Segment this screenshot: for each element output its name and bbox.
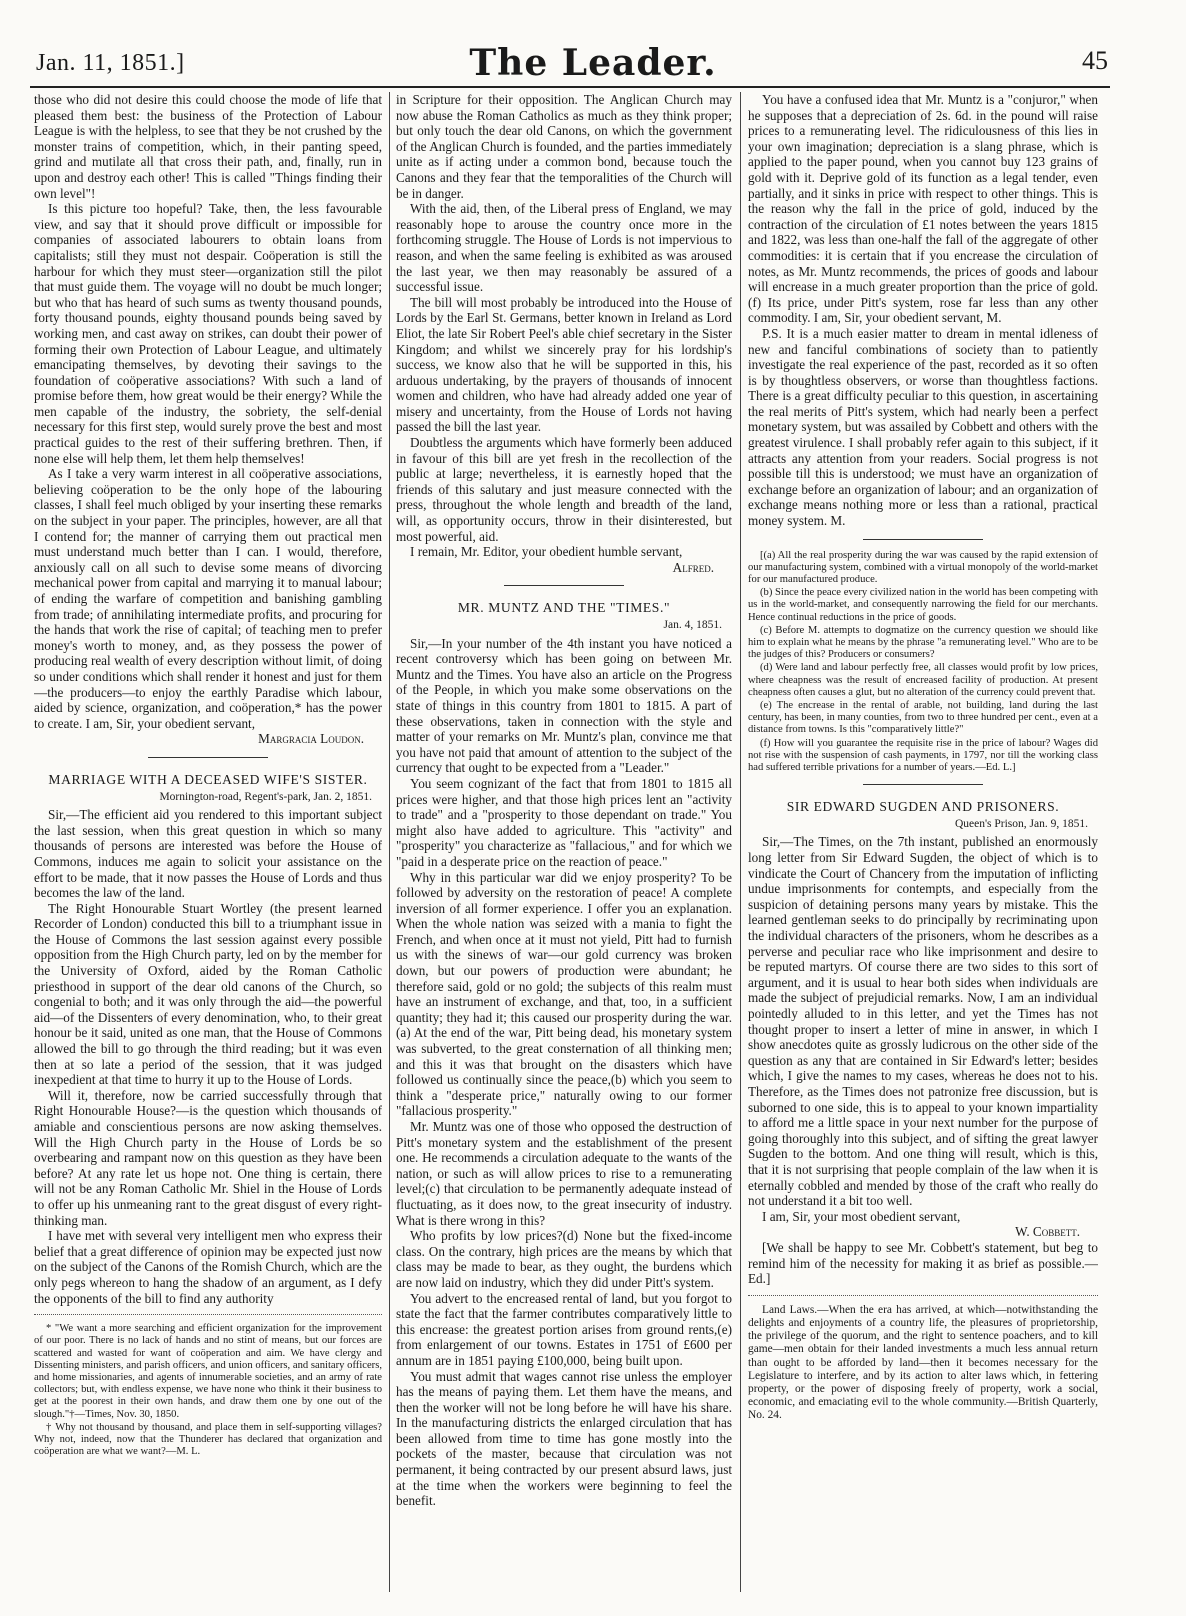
signature: Alfred.: [672, 559, 714, 575]
column-1: [34, 92, 382, 1598]
land-laws-paragraph: Land Laws.—When the era has arrived, at which—notwithstanding the delights and enjoyments of a country life, the pleasures of proprietorship, the privilege of the quorum, and the right to sentence poachers, and to kill game—men obtain for their landed investments a much less annual return than ought to be afforded by land—then it becomes necessary for the Legislature to interfere, and by its action to alter laws which, in fettering property, or the power of disposing freely of property, work a social, economic, and emaciating evil to the whole community.—British Quarterly, No. 24.: [748, 1303, 1098, 1422]
footnote: † Why not thousand by thousand, and place them in self-supporting villages? Why not, indeed, now that the Thunderer has declared that organization and coöperation are what we want?—M. L.: [34, 1421, 382, 1458]
article-paragraph: You advert to the encreased rental of land, but you forgot to state the fact that the farmer contributes comparatively little to this encrease: the greatest portion arises from ground rents,(e) from enlargement of our towns. Estates in 1751 of £600 per annum are in 1851 paying £100,000, being built upon.: [396, 1290, 732, 1368]
footnote-rule: [34, 1314, 382, 1315]
footnote: (e) The encrease in the rental of arable, not building, land during the last century, has been, in many counties, from two to three hundred per cent., even at a distance from towns. Is this "comparatively little?": [748, 700, 1098, 736]
column-2: [396, 92, 732, 1598]
newspaper-title: The Leader.: [469, 42, 717, 84]
footnote: (f) How will you guarantee the requisite rise in the price of labour? Wages did not rise with the suspension of cash payments, in 1797, nor till the working class had suffered terrible privations for a number of years.—Ed. L.]: [748, 737, 1098, 774]
article-heading: MARRIAGE WITH A DECEASED WIFE'S SISTER.: [48, 771, 368, 787]
issue-date: Jan. 11, 1851.]: [36, 50, 185, 76]
footnote: [(a) All the real prosperity during the war was caused by the rapid extension of our manufacturing system, combined with a virtual monopoly of the world-market for our manufactured produce.: [748, 549, 1098, 586]
column-3: [748, 92, 1098, 1598]
page-number: 45: [1082, 46, 1108, 75]
signature: Margracia Loudon.: [258, 731, 364, 747]
footnotes: [34, 1323, 382, 1458]
article-paragraph: Sir,—The Times, on the 7th instant, published an enormously long letter from Sir Edward Sugden, the object of which is to vindicate the Court of Chancery from the imputation of inflicting undue imprisonments for contempts, and especially from the suspicion of detaining persons many years by mistake. This the learned gentleman seeks to do principally by recriminating upon the individual characters of the prisoners, whom he describes as a perverse and peculiar race who like imprisonment and desire to be reputed martyrs. Of course there are two sides to this sort of argument, and it is usual to hear both sides when individuals are made the subject of prejudicial remarks. Now, I am an individual pointedly alluded to in this letter, and yet the Times has not thought proper to insert a letter of mine in answer, in which I show anecdotes quite as grossly ludicrous on the other side of the question as any that are contained in Sir Edward's letter; besides which, I give the names to my cases, whereas he does not to his. Therefore, as the Times does not patronize free discussion, but is suborned to one side, this is to appeal to your known impartiality to afford me a little space in your next number for the purpose of going thoroughly into this subject, and of sifting the great lawyer Sugden to the bottom. And one thing will result, which is this, that it is not surprising that people complain of the law when it is eternally cobbled and mended by those of the craft who really do not understand it a bit too well.: [748, 834, 1098, 1209]
article-paragraph: those who did not desire this could choose the mode of life that pleased them best: the business of the Protection of Labour League is with the helpless, to see that they be not crushed by the monster trains of competition, which, in their panting speed, grind and mutilate all that cross their path, and, finally, run in upon and destroy each other! This is called "Things finding their own level"!: [34, 92, 382, 201]
article-paragraph: Sir,—In your number of the 4th instant you have noticed a recent controversy which has been going on between Mr. Muntz and the Times. You have also an article on the Progress of the People, in which you make some observations on the state of things in this country from 1801 to 1815. A part of these observations, taken in connection with the style and matter of your remarks on Mr. Muntz's plan, convince me that you have not paid that amount of attention to the subject of the currency that ought to be expected from a "Leader.": [396, 635, 732, 776]
dateline: Queen's Prison, Jan. 9, 1851.: [954, 817, 1088, 830]
section-rule: [863, 539, 983, 540]
footnote: (d) Were land and labour perfectly free, all classes would profit by low prices, where cheapness was the result of encreased facility of production. At present cheapness often causes a glut, but no alteration of the currency could prevent that.: [748, 662, 1098, 698]
article-paragraph: Doubtless the arguments which have formerly been adduced in favour of this bill are yet fresh in the recollection of the public at large; nevertheless, it is earnestly hoped that the friends of this salutary and just measure connected with the press, throughout the whole length and breadth of the land, will, as opportunity occurs, throw in their disinterested, but most powerful, aid.: [396, 435, 732, 544]
editor-notes: [748, 550, 1098, 775]
column-divider: [389, 92, 390, 1592]
article-heading: MR. MUNTZ AND THE "TIMES.": [457, 600, 671, 616]
article-paragraph: Sir,—The efficient aid you rendered to this important subject the last session, when this great question in which so many thousands of persons are interested was before the House of Commons, induces me again to solicit your assistance on the effort to be made, that it now passes the House of Lords and thus becomes the law of the land.: [34, 807, 382, 901]
article-paragraph: P.S. It is a much easier matter to dream in mental idleness of new and fanciful combinations of society than to patiently investigate the real experience of the past, recorded as it so often is by thoughtless observers, or worse than thoughtless factions. There is a great difficulty peculiar to this question, in ascertaining the real merits of Pitt's system, which had nearly been a perfect monetary system, but was assailed by Cobbett and others with the greatest virulence. I shall probably refer again to this subject, if it attracts any attention from your readers. Social progress is not possible till this is understood; we must have an organization of exchange before an organization of labour; and an organization of exchange means nothing more or less than a rational, practical money system. M.: [748, 325, 1098, 529]
footnote: (c) Before M. attempts to dogmatize on the currency question we should like him to explain what he means by the phrase "a remunerating level." Who are to be the judges of this? Producers or consumers?: [748, 624, 1098, 661]
article-paragraph: I have met with several very intelligent men who express their belief that a great difference of opinion may be expected just now on the subject of the Canons of the Romish Church, which are the only pegs whereon to hang the shadow of an argument, as I defy the opponents of the bill to find any authority: [34, 1228, 382, 1306]
article-paragraph: The bill will most probably be introduced into the House of Lords by the Earl St. Germans, better known in Ireland as Lord Eliot, the late Sir Robert Peel's able chief secretary in the Sister Kingdom; and whilst we sincerely pray for his lordship's success, we know also that he will be supported in this, his arduous undertaking, by the prayers of thousands of innocent women and children, who have had already added one year of misery and uncertainty, from the House of Lords not having passed the bill the last year.: [396, 294, 732, 435]
header-rule: [30, 86, 1110, 88]
column-divider: [740, 92, 741, 1592]
article-paragraph: in Scripture for their opposition. The Anglican Church may now abuse the Roman Catholics as much as they think proper; but only touch the dear old Canons, on which the government of the Anglican Church is founded, and the parties immediately unite as if acting under a common bond, because touch the Canons and they fear that the temporalities of the Church will be in danger.: [396, 92, 732, 201]
dateline: Jan. 4, 1851.: [663, 619, 722, 631]
section-rule: [504, 585, 624, 586]
article-paragraph: The Right Honourable Stuart Wortley (the present learned Recorder of London) conducted this bill to a triumphant issue in the House of Commons the last session against every possible opposition from the High Church party, led on by the member for the University of Oxford, aided by the Roman Catholic priesthood in support of the dear old canons of the Church, so congenial to both; and it was only through the aid—the powerful aid—of the Dissenters of every denomination, who, to their great honour be it said, united as one man, that the House of Commons allowed the bill to go through the third reading; but it was even then at so late a period of the session, that it was judged inexpedient at that time to hurry it up to the House of Lords.: [34, 900, 382, 1088]
article-paragraph: You have a confused idea that Mr. Muntz is a "conjuror," when he supposes that a depreciation of 2s. 6d. in the pound will raise prices to a remunerating level. The ridiculousness of this lies in your own imagination; depreciation is a slang phrase, which is applied to the paper pound, when you cannot buy 123 grains of gold with it. Deprive gold of its function as a legal tender, even partially, and it sinks in price with respect to other things. This is the reason why the fall in the price of gold, induced by the contraction of the circulation of £1 notes between the years 1815 and 1822, was less than one-half the fall of the aggregate of other commodities: it is certain that if you encrease the circulation of notes, as Mr. Muntz recommends, the prices of goods and labour will encrease in a much greater proportion than the price of gold.(f) Its price, under Pitt's system, rose far less than any other commodity. I am, Sir, your obedient servant, M.: [748, 92, 1098, 326]
article-paragraph: You must admit that wages cannot rise unless the employer has the means of paying them. Let them have the means, and then the worker will not be long before he will have his share. In the manufacturing districts the enlarged circulation that has been allowed from time to time has gone mostly into the pockets of the master, because that circulation was not permanent, it being contracted by our present absurd laws, just at the time when the workers were beginning to feel the benefit.: [396, 1368, 732, 1509]
section-rule: [863, 784, 983, 785]
article-paragraph: Why in this particular war did we enjoy prosperity? To be followed by adversity on the restoration of peace! A complete inversion of all former experience. I offer you an explanation. When the whole nation was seized with a mania to fight the French, and when once at it must not yield, Pitt had to furnish us with the sinews of war—our gold currency was broken down, but our powers of production were abundant; he therefore said, gold or no gold; the subjects of this realm must have an instrument of exchange, and that, too, in a sufficient quantity; they had it; this caused our prosperity during the war.(a) At the end of the war, Pitt being dead, his monetary system was subverted, to the great consternation of all thinking men; and this it was that brought on the disasters which have followed us continually since the peace,(b) which you seem to think a "desperate price," naturally owing to our former "fallacious prosperity.": [396, 869, 732, 1119]
article-paragraph: As I take a very warm interest in all coöperative associations, believing coöperation to be the only hope of the labouring classes, I shall feel much obliged by your inserting these remarks on the subject in your paper. The principles, however, are all that I contend for; the manner of carrying them out practical men must understand much better than I can. I would, therefore, anxiously call on all such to devise some means of divorcing mechanical power from capital and marrying it to manual labour; of ending the warfare of competition and banishing gambling from trade; of annihilating intermediate profits, and procuring for the hands that work the rise of capital; of teaching men to prefer money's worth to money, and, as they possess the power of producing real wealth of every description without limit, of doing so under conditions which shall render it honest and just for them—the producers—to enjoy the earthly Paradise which labour, aided by science, organization, and coöperation,* has the power to create. I am, Sir, your obedient servant,: [34, 466, 382, 731]
article-paragraph: Will it, therefore, now be carried successfully through that Right Honourable House?—is the question which thousands of amiable and conscientious persons are now asking themselves. Will the High Church party in the House of Lords be so overbearing and rampant now on this question as they have been before? At any rate let us hope not. One thing is certain, there will not be any Roman Catholic Mr. Shiel in the House of Lords to offer up his unmeaning rant to the great disgust of every right-thinking man.: [34, 1087, 382, 1228]
article-paragraph: Who profits by low prices?(d) None but the fixed-income class. On the contrary, high prices are the means by which that class may be made to bear, as they ought, the burdens which are now laid on industry, which they did under Pitt's system.: [396, 1228, 732, 1290]
section-rule: [748, 1295, 1098, 1296]
footnote: * "We want a more searching and efficient organization for the improvement of our poor. There is no lack of hands and no stint of means, but our forces are scattered and wasted for want of coöperation and aim. We have clergy and Dissenting ministers, and parish officers, and union officers, and sanitary officers, and home missionaries, and agents of innumerable societies, and an army of rate collectors; but, with endless expense, we have none who think it their business to get at the poorest in their own hands, and draw them one by one out of the slough."†—Times, Nov. 30, 1850.: [34, 1323, 382, 1420]
article-paragraph: Mr. Muntz was one of those who opposed the destruction of Pitt's monetary system and the establishment of the present one. He recommends a circulation adequate to the wants of the nation, or such as will allow prices to rise to a remunerating level;(c) that circulation to be permanently adequate instead of fluctuating, as it does now, to the great insecurity of industry. What is there wrong in this?: [396, 1119, 732, 1228]
article-paragraph: Is this picture too hopeful? Take, then, the less favourable view, and say that it should prove difficult or impossible for companies of associated labourers to obtain loans from capitalists; still they must not despair. Coöperation is still the harbour for which they must steer—organization still the pilot that must guide them. The voyage will no doubt be much longer; but who that has heard of such sums as twenty thousand pounds, forty thousand pounds, eighty thousand pounds being saved by working men, and cast away on strikes, can doubt their power of forming their own Protection of Labour League, and ultimately emancipating themselves, by devoting their savings to the foundation of coöperative associations? With such a land of promise before them, how great would be their energy? While the men capable of the industry, the sobriety, the self-denial necessary for this first step, would surely prove the best and most practical guides to the rest of their suffering brethren. Then, if none else will help them, let them help themselves!: [34, 201, 382, 466]
section-rule: [148, 757, 268, 758]
dateline: Mornington-road, Regent's-park, Jan. 2, 1851.: [159, 790, 372, 803]
article-paragraph: With the aid, then, of the Liberal press of England, we may reasonably hope to arouse the country once more in the forthcoming struggle. The House of Lords is not impervious to reason, and when the same feeling is exhibited as was aroused the last year, we then may reasonably be assured of a successful issue.: [396, 201, 732, 295]
article-paragraph: You seem cognizant of the fact that from 1801 to 1815 all prices were higher, and that those high prices lent an "activity to trade" and a "prosperity to those dependant on trade." You might also have added to agriculture. This "activity" and "prosperity" you characterize as "fallacious," and for which we "paid in a desperate price on the reaction of peace.": [396, 775, 732, 869]
article-heading: SIR EDWARD SUGDEN AND PRISONERS.: [786, 799, 1060, 815]
signature: W. Cobbett.: [1015, 1224, 1080, 1240]
article-paragraph: I am, Sir, your most obedient servant,: [762, 1208, 961, 1224]
editor-reply: [We shall be happy to see Mr. Cobbett's statement, but beg to remind him of the necessity for making it as brief as possible.—Ed.]: [748, 1239, 1098, 1287]
masthead: [0, 0, 1186, 88]
footnote: (b) Since the peace every civilized nation in the world has been competing with us in the world-market, and consequently narrowing the field for our merchants. Hence continual reductions in the price of goods.: [748, 587, 1098, 623]
article-paragraph: I remain, Mr. Editor, your obedient humble servant,: [410, 544, 683, 560]
